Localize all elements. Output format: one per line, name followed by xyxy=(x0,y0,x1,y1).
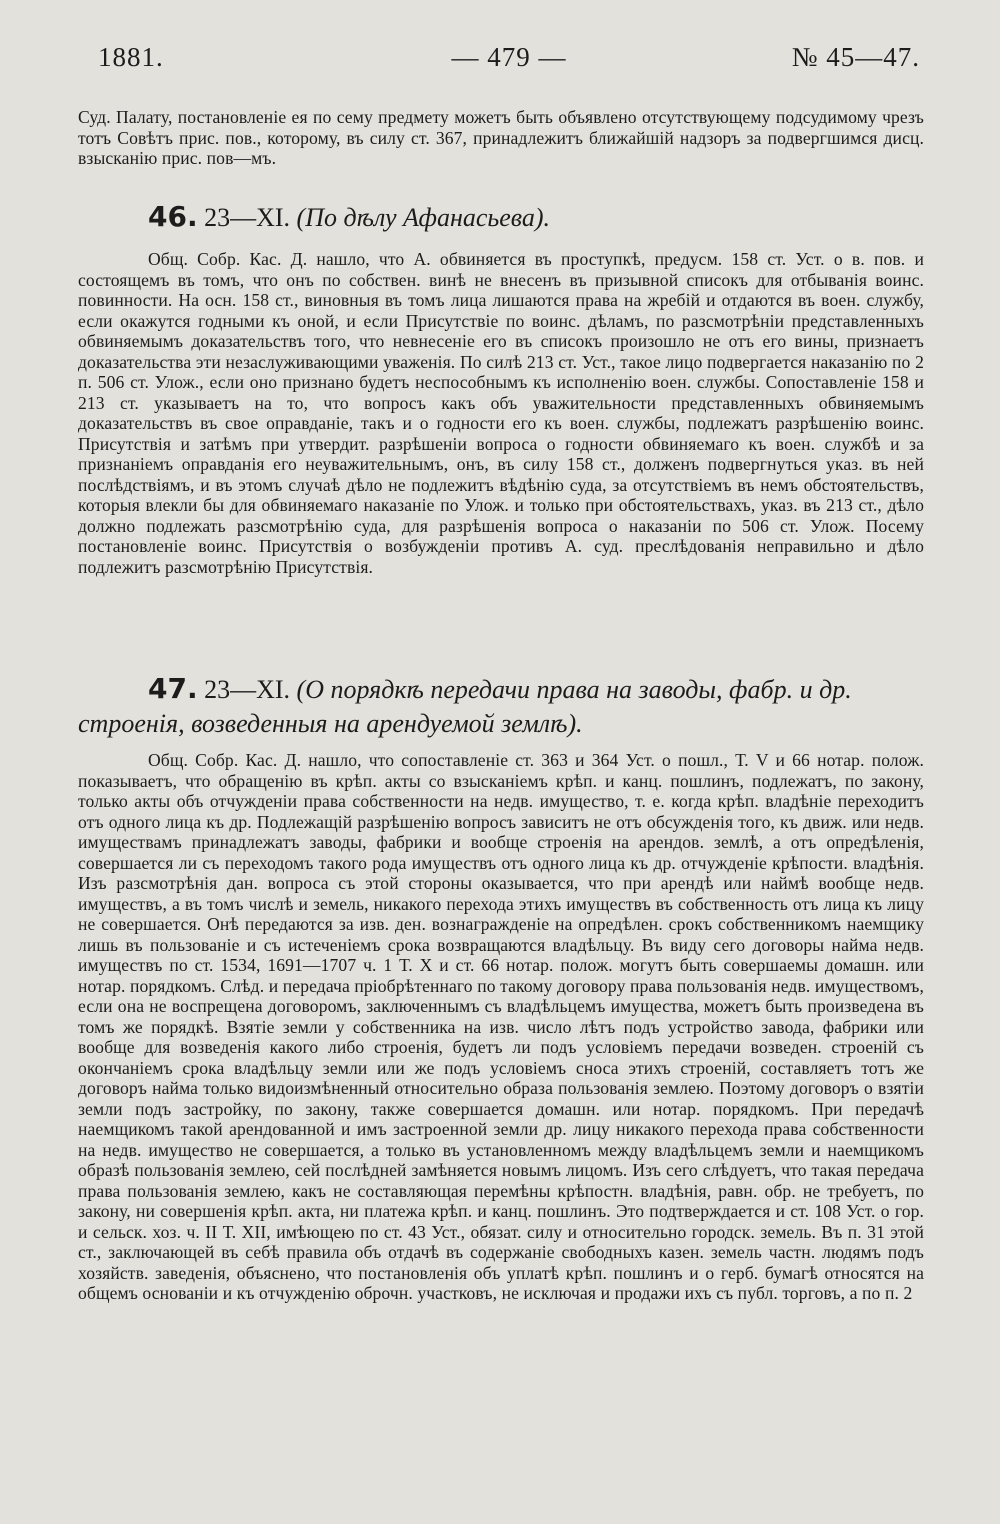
section-46-number: 46. xyxy=(148,200,198,233)
section-47-number: 47. xyxy=(148,672,198,705)
section-46-text: Общ. Собр. Кас. Д. нашло, что А. обвиняется въ проступкѣ, предусм. 158 ст. Уст. о в. пов. и состоящемъ въ томъ, что онъ по собствен. винѣ не внесенъ въ призывной списокъ для отбыванія воинс. повинности. На осн. 158 ст., виновныя въ томъ лица лишаются права на жребій и отдаются въ воен. службу, если окажутся годными къ оной, и если Присутствіе по воинс. дѣламъ, по разсмотрѣніи представленныхъ обвиняемымъ доказательствъ того, что невнесеніе его въ списокъ произошло не отъ его вины, признаетъ доказательства эти незаслуживающими уваженія. По силѣ 213 ст. Уст., такое лицо подвергается наказанію по 2 п. 506 ст. Улож., если оно признано будетъ неспособнымъ къ исполненію воен. службы. Сопоставленіе 158 и 213 ст. указываетъ на то, что вопросъ какъ объ уважительности представленныхъ обвиняемымъ доказательствъ въ свое оправданіе, такъ и о годности его къ воен. службы, подлежатъ разрѣшенію воинс. Присутствія и затѣмъ при утвердит. разрѣшеніи вопроса о годности обвиняемаго къ воен. службѣ и за признаніемъ оправданія его неуважительнымъ, онъ, въ силу 158 ст., долженъ подвергнуться указ. въ ней послѣдствіямъ, и въ этомъ случаѣ дѣло не подлежитъ вѣдѣнію суда, за отсутствіемъ въ немъ обстоятельствъ, которыя влекли бы для обвиняемаго наказаніе по Улож. и только при обстоятельствахъ, указ. въ 213 ст., дѣло должно подлежать разсмотрѣнію суда, для разрѣшенія вопроса о наказаніи по 506 ст. Улож. Посему постановленіе воинс. Присутствія о возбужденіи противъ А. суд. преслѣдованія неправильно и дѣло подлежитъ разсмотрѣнію Присутствія. xyxy=(78,249,924,577)
continuation-block xyxy=(78,107,924,169)
section-47-body xyxy=(78,750,924,1304)
section-47-date: 23—XI. xyxy=(204,675,291,704)
section-46-date: 23—XI. xyxy=(204,203,291,232)
header-year: 1881. xyxy=(98,42,164,72)
continuation-paragraph: Суд. Палату, постановленіе ея по сему предмету можетъ быть объявлено отсутствующему подсудимому чрезъ тотъ Совѣтъ прис. пов., которому, въ силу ст. 367, принадлежитъ ближайшій надзоръ за подвергшимся дисц. взысканію прис. пов—мъ. xyxy=(78,107,924,168)
section-46-subject: (По дѣлу Афанасьева). xyxy=(296,203,551,232)
section-47-heading xyxy=(78,672,924,741)
section-46-body xyxy=(78,249,924,577)
section-47-heading-block xyxy=(78,672,924,741)
section-47-text: Общ. Собр. Кас. Д. нашло, что сопоставленіе ст. 363 и 364 Уст. о пошл., Т. V и 66 нотар. полож. показываетъ, что обращенію въ крѣп. акты со взысканіемъ крѣп. и канц. пошлинъ, подлежатъ, по закону, только акты объ отчужденіи права собственности на недв. имущество, т. е. когда крѣп. владѣніе переходитъ отъ одного лица къ др. Подлежащій разрѣшенію вопросъ зависитъ не отъ обсужденія того, къ движ. или недв. имуществамъ принадлежатъ заводы, фабрики и вообще строенія на арендов. землѣ, а отъ опредѣленія, совершается ли съ переходомъ такого рода имуществъ отъ одного лица къ др. отчужденіе крѣпости. владѣнія. Изъ разсмотрѣнія дан. вопроса съ этой стороны оказывается, что при арендѣ или наймѣ вообще недв. имуществъ, а въ томъ числѣ и земель, никакого перехода этихъ имуществъ въ собственность отъ лица къ лицу не совершается. Онѣ передаются за изв. ден. вознагражденіе на опредѣлен. срокъ собственникомъ наемщику лишь въ пользованіе и съ истеченіемъ срока возвращаются владѣльцу. Въ виду сего договоры найма недв. имуществъ по ст. 1534, 1691—1707 ч. 1 Т. X и ст. 66 нотар. полож. могутъ быть совершаемы домашн. или нотар. порядкомъ. Слѣд. и передача пріобрѣтеннаго по такому договору права пользованія недв. имуществомъ, если она не воспрещена договоромъ, заключеннымъ съ владѣльцемъ имущества, можетъ быть произведена въ томъ же порядкѣ. Взятіе земли у собственника на изв. число лѣтъ подъ устройство завода, фабрики или вообще для возведенія какого либо строенія, будетъ ли подъ условіемъ передачи возведен. строеній съ окончаніемъ срока владѣльцу земли или же подъ условіемъ сноса этихъ строеній, составляетъ тотъ же договоръ найма только видоизмѣненный относительно образа пользованія землею. Поэтому договоръ о взятіи земли подъ застройку, по закону, также совершается домашн. или нотар. порядкомъ. При передачѣ наемщикомъ такой арендованной и имъ застроенной земли др. лицу никакого перехода права собственности на недв. имущество не совершается, а только въ установленномъ между владѣльцемъ земли и наемщикомъ образѣ пользованія землею, сей послѣдней замѣняется новымъ лицомъ. Изъ сего слѣдуетъ, что такая передача права пользованія землею, какъ не составляющая перемѣны крѣпостн. владѣнія, равн. обр. не требуетъ, по закону, ни совершенія крѣп. акта, ни платежа крѣп. и канц. пошлинъ. Это подтверждается и ст. 108 Уст. о гор. и сельск. хоз. ч. II Т. XII, имѣющею по ст. 43 Уст., обязат. силу и относительно городск. земель. Въ п. 31 этой ст., заключающей въ себѣ правила объ отдачѣ въ содержаніе свободныхъ казен. земель частн. людямъ подъ хозяйств. заведенія, объяснено, что постановленія объ уплатѣ крѣп. пошлинъ и о герб. бумагѣ относятся на общемъ основаніи и къ отчужденію оброчн. участковъ, не исключая и продажи ихъ съ публ. торговъ, а по п. 2 xyxy=(78,750,924,1303)
section-47-subject: (О порядкѣ передачи права на заводы, фабр. и др. строенія, возведенныя на арендуемой землѣ). xyxy=(78,675,852,738)
header-issue-number: № 45—47. xyxy=(791,42,920,72)
section-46-heading xyxy=(78,200,924,235)
section-46-heading-block xyxy=(78,200,924,235)
page-header xyxy=(98,42,920,82)
header-page-number: — 479 — xyxy=(451,42,567,72)
